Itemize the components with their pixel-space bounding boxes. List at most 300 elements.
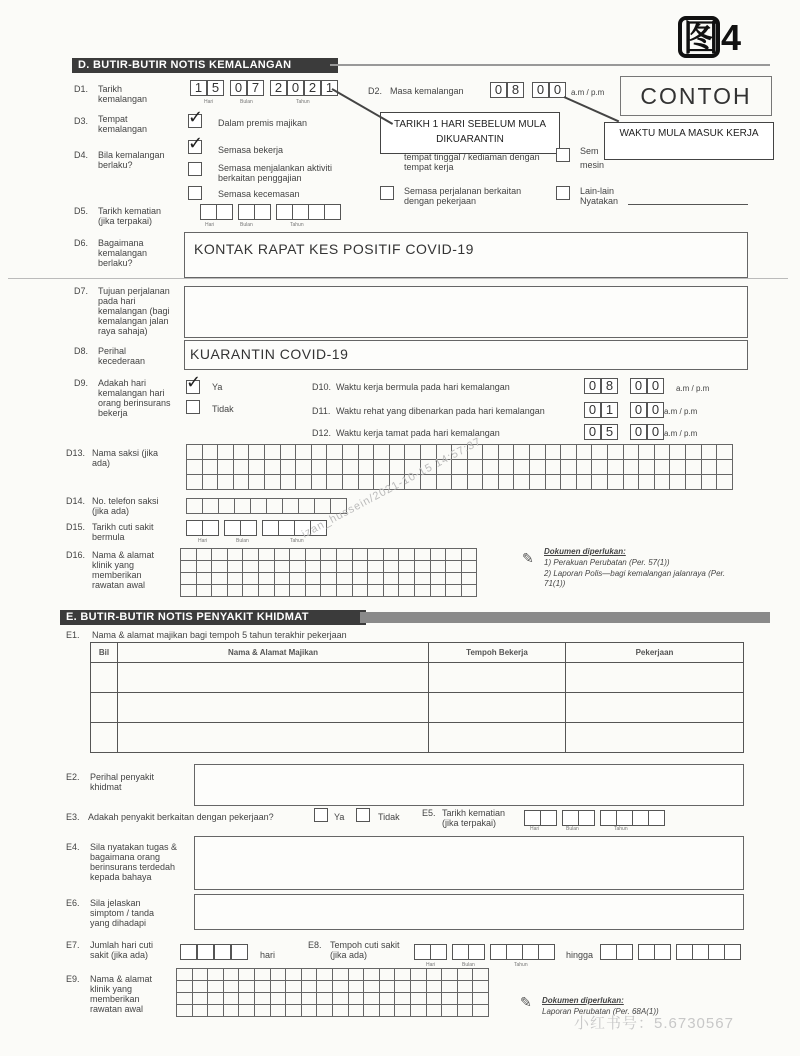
digit-cell[interactable] (524, 810, 541, 826)
grid-cell[interactable] (336, 585, 352, 597)
grid-cell[interactable] (202, 460, 218, 475)
grid-cell[interactable] (283, 499, 299, 514)
grid-cell[interactable] (192, 969, 208, 981)
grid-cell[interactable] (670, 460, 686, 475)
digit-cell[interactable]: 0 (647, 378, 664, 394)
d4-option-2-checkbox[interactable] (188, 162, 202, 176)
grid-cell[interactable] (301, 981, 317, 993)
grid-cell[interactable] (514, 475, 530, 490)
grid-cell[interactable] (321, 561, 337, 573)
grid-cell[interactable] (227, 573, 243, 585)
grid-cell[interactable] (514, 445, 530, 460)
grid-cell[interactable] (202, 445, 218, 460)
grid-cell[interactable] (623, 460, 639, 475)
digit-cell[interactable] (452, 944, 469, 960)
grid-cell[interactable] (358, 475, 374, 490)
grid-cell[interactable] (270, 993, 286, 1005)
grid-cell[interactable] (352, 561, 368, 573)
grid-cell[interactable] (327, 460, 343, 475)
e9-grid[interactable] (176, 968, 489, 1017)
digit-cell[interactable] (278, 520, 295, 536)
grid-cell[interactable] (576, 475, 592, 490)
grid-cell[interactable] (461, 561, 477, 573)
grid-cell[interactable] (321, 573, 337, 585)
d4-other-line[interactable] (628, 204, 748, 205)
grid-cell[interactable] (389, 460, 405, 475)
grid-cell[interactable] (223, 993, 239, 1005)
grid-cell[interactable] (290, 585, 306, 597)
grid-cell[interactable] (379, 981, 395, 993)
grid-cell[interactable] (430, 561, 446, 573)
grid-cell[interactable] (410, 993, 426, 1005)
grid-cell[interactable] (280, 445, 296, 460)
digit-cell[interactable]: 1 (601, 402, 618, 418)
grid-cell[interactable] (348, 969, 364, 981)
grid-cell[interactable] (332, 969, 348, 981)
grid-cell[interactable] (219, 499, 235, 514)
digit-cell[interactable] (186, 520, 203, 536)
digit-cell[interactable] (648, 810, 665, 826)
digit-cell[interactable] (724, 944, 741, 960)
grid-cell[interactable] (442, 969, 458, 981)
grid-cell[interactable] (442, 993, 458, 1005)
grid-cell[interactable] (592, 475, 608, 490)
grid-cell[interactable] (227, 549, 243, 561)
grid-cell[interactable] (473, 981, 489, 993)
grid-cell[interactable] (254, 981, 270, 993)
digit-cell[interactable] (616, 944, 633, 960)
grid-cell[interactable] (623, 445, 639, 460)
digit-cell[interactable] (292, 204, 309, 220)
grid-cell[interactable] (364, 1005, 380, 1017)
grid-cell[interactable] (258, 561, 274, 573)
grid-cell[interactable] (639, 475, 655, 490)
grid-cell[interactable] (399, 585, 415, 597)
e6-field[interactable] (194, 894, 744, 930)
grid-cell[interactable] (301, 1005, 317, 1017)
grid-cell[interactable] (467, 475, 483, 490)
digit-cell[interactable] (414, 944, 431, 960)
grid-cell[interactable] (254, 969, 270, 981)
digit-cell[interactable] (490, 944, 507, 960)
grid-cell[interactable] (498, 475, 514, 490)
grid-cell[interactable] (426, 1005, 442, 1017)
digit-cell[interactable] (231, 944, 248, 960)
grid-cell[interactable] (592, 460, 608, 475)
grid-row[interactable] (187, 499, 347, 514)
grid-cell[interactable] (473, 993, 489, 1005)
grid-row[interactable] (181, 549, 477, 561)
digit-cell[interactable] (692, 944, 709, 960)
digit-cell[interactable]: 0 (630, 378, 647, 394)
e3-yes-checkbox[interactable] (314, 808, 328, 822)
grid-cell[interactable] (243, 573, 259, 585)
grid-cell[interactable] (368, 549, 384, 561)
d4-right-checkbox[interactable] (556, 148, 570, 162)
grid-cell[interactable] (399, 573, 415, 585)
grid-cell[interactable] (296, 445, 312, 460)
grid-cell[interactable] (426, 969, 442, 981)
grid-cell[interactable] (196, 549, 212, 561)
d14-grid[interactable] (186, 498, 347, 514)
grid-cell[interactable] (290, 549, 306, 561)
grid-cell[interactable] (212, 585, 228, 597)
digit-cell[interactable] (262, 520, 279, 536)
digit-cell[interactable]: 0 (630, 424, 647, 440)
grid-cell[interactable] (686, 460, 702, 475)
grid-cell[interactable] (301, 969, 317, 981)
digit-cell[interactable]: 8 (601, 378, 618, 394)
grid-cell[interactable] (332, 993, 348, 1005)
grid-cell[interactable] (187, 499, 203, 514)
grid-cell[interactable] (280, 460, 296, 475)
grid-cell[interactable] (274, 573, 290, 585)
grid-cell[interactable] (410, 1005, 426, 1017)
grid-cell[interactable] (670, 445, 686, 460)
grid-cell[interactable] (545, 445, 561, 460)
grid-cell[interactable] (299, 499, 315, 514)
digit-cell[interactable]: 0 (490, 82, 507, 98)
grid-cell[interactable] (457, 981, 473, 993)
grid-cell[interactable] (399, 549, 415, 561)
grid-cell[interactable] (426, 993, 442, 1005)
e3-no-checkbox[interactable] (356, 808, 370, 822)
grid-cell[interactable] (473, 969, 489, 981)
grid-row[interactable] (177, 981, 489, 993)
grid-cell[interactable] (717, 475, 733, 490)
grid-cell[interactable] (483, 475, 499, 490)
grid-cell[interactable] (410, 981, 426, 993)
grid-cell[interactable] (383, 561, 399, 573)
grid-cell[interactable] (296, 475, 312, 490)
grid-cell[interactable] (264, 445, 280, 460)
digit-cell[interactable] (506, 944, 523, 960)
grid-cell[interactable] (187, 445, 203, 460)
grid-cell[interactable] (342, 460, 358, 475)
grid-cell[interactable] (177, 993, 193, 1005)
grid-cell[interactable] (457, 969, 473, 981)
grid-cell[interactable] (530, 445, 546, 460)
grid-cell[interactable] (267, 499, 283, 514)
digit-cell[interactable] (430, 944, 447, 960)
grid-cell[interactable] (243, 549, 259, 561)
grid-cell[interactable] (317, 981, 333, 993)
digit-cell[interactable] (562, 810, 579, 826)
grid-cell[interactable] (305, 549, 321, 561)
digit-cell[interactable] (578, 810, 595, 826)
grid-cell[interactable] (446, 573, 462, 585)
grid-row[interactable] (187, 460, 733, 475)
grid-cell[interactable] (561, 475, 577, 490)
grid-cell[interactable] (239, 1005, 255, 1017)
grid-cell[interactable] (457, 993, 473, 1005)
grid-cell[interactable] (452, 475, 468, 490)
grid-cell[interactable] (270, 969, 286, 981)
grid-cell[interactable] (374, 460, 390, 475)
grid-cell[interactable] (251, 499, 267, 514)
digit-cell[interactable] (180, 944, 197, 960)
grid-cell[interactable] (430, 549, 446, 561)
grid-cell[interactable] (352, 573, 368, 585)
grid-cell[interactable] (336, 561, 352, 573)
digit-cell[interactable] (238, 204, 255, 220)
grid-cell[interactable] (290, 573, 306, 585)
grid-cell[interactable] (383, 573, 399, 585)
grid-cell[interactable] (208, 969, 224, 981)
digit-cell[interactable] (200, 204, 217, 220)
grid-cell[interactable] (192, 993, 208, 1005)
digit-cell[interactable] (468, 944, 485, 960)
grid-cell[interactable] (530, 475, 546, 490)
grid-cell[interactable] (430, 585, 446, 597)
grid-cell[interactable] (399, 561, 415, 573)
grid-cell[interactable] (395, 981, 411, 993)
digit-cell[interactable] (708, 944, 725, 960)
digit-cell[interactable] (676, 944, 693, 960)
grid-cell[interactable] (410, 969, 426, 981)
digit-cell[interactable] (308, 204, 325, 220)
grid-cell[interactable] (196, 561, 212, 573)
grid-cell[interactable] (223, 1005, 239, 1017)
grid-cell[interactable] (358, 460, 374, 475)
grid-cell[interactable] (258, 573, 274, 585)
grid-cell[interactable] (701, 445, 717, 460)
grid-cell[interactable] (218, 460, 234, 475)
grid-cell[interactable] (383, 549, 399, 561)
grid-cell[interactable] (223, 969, 239, 981)
digit-cell[interactable]: 0 (532, 82, 549, 98)
grid-cell[interactable] (290, 561, 306, 573)
grid-cell[interactable] (446, 561, 462, 573)
table-row[interactable] (91, 723, 744, 753)
grid-cell[interactable] (701, 475, 717, 490)
digit-cell[interactable] (214, 944, 231, 960)
grid-cell[interactable] (364, 993, 380, 1005)
grid-cell[interactable] (264, 475, 280, 490)
d16-grid[interactable] (180, 548, 477, 597)
grid-cell[interactable] (274, 549, 290, 561)
grid-cell[interactable] (336, 549, 352, 561)
table-row[interactable] (91, 663, 744, 693)
grid-cell[interactable] (446, 585, 462, 597)
grid-cell[interactable] (192, 981, 208, 993)
grid-cell[interactable] (379, 1005, 395, 1017)
grid-row[interactable] (181, 573, 477, 585)
grid-cell[interactable] (212, 561, 228, 573)
grid-cell[interactable] (274, 585, 290, 597)
digit-cell[interactable] (224, 520, 241, 536)
grid-cell[interactable] (311, 475, 327, 490)
grid-cell[interactable] (177, 981, 193, 993)
grid-cell[interactable] (317, 969, 333, 981)
grid-cell[interactable] (258, 585, 274, 597)
grid-cell[interactable] (208, 993, 224, 1005)
grid-cell[interactable] (296, 460, 312, 475)
grid-cell[interactable] (202, 475, 218, 490)
grid-cell[interactable] (196, 573, 212, 585)
digit-cell[interactable]: 0 (647, 424, 664, 440)
digit-cell[interactable]: 2 (304, 80, 321, 96)
grid-cell[interactable] (286, 993, 302, 1005)
grid-cell[interactable] (315, 499, 331, 514)
table-row[interactable] (91, 693, 744, 723)
digit-cell[interactable] (276, 204, 293, 220)
grid-cell[interactable] (414, 573, 430, 585)
grid-cell[interactable] (254, 1005, 270, 1017)
grid-cell[interactable] (218, 475, 234, 490)
grid-cell[interactable] (227, 585, 243, 597)
digit-cell[interactable] (216, 204, 233, 220)
grid-cell[interactable] (452, 460, 468, 475)
digit-cell[interactable] (522, 944, 539, 960)
grid-cell[interactable] (270, 981, 286, 993)
grid-cell[interactable] (181, 549, 197, 561)
grid-cell[interactable] (414, 549, 430, 561)
grid-cell[interactable] (280, 475, 296, 490)
grid-cell[interactable] (332, 1005, 348, 1017)
digit-cell[interactable]: 0 (287, 80, 304, 96)
grid-cell[interactable] (274, 561, 290, 573)
grid-cell[interactable] (608, 475, 624, 490)
grid-cell[interactable] (305, 561, 321, 573)
grid-cell[interactable] (576, 445, 592, 460)
grid-cell[interactable] (430, 573, 446, 585)
grid-row[interactable] (181, 561, 477, 573)
digit-cell[interactable]: 1 (190, 80, 207, 96)
grid-cell[interactable] (327, 475, 343, 490)
grid-cell[interactable] (177, 1005, 193, 1017)
grid-cell[interactable] (457, 1005, 473, 1017)
d7-field[interactable] (184, 286, 748, 338)
grid-cell[interactable] (348, 993, 364, 1005)
digit-cell[interactable]: 0 (549, 82, 566, 98)
grid-cell[interactable] (187, 460, 203, 475)
digit-cell[interactable] (632, 810, 649, 826)
grid-cell[interactable] (249, 460, 265, 475)
grid-cell[interactable] (243, 561, 259, 573)
grid-cell[interactable] (473, 1005, 489, 1017)
grid-cell[interactable] (670, 475, 686, 490)
grid-cell[interactable] (342, 445, 358, 460)
digit-cell[interactable] (540, 810, 557, 826)
grid-cell[interactable] (239, 969, 255, 981)
grid-cell[interactable] (426, 981, 442, 993)
grid-cell[interactable] (395, 1005, 411, 1017)
grid-cell[interactable] (461, 585, 477, 597)
grid-cell[interactable] (379, 969, 395, 981)
grid-cell[interactable] (364, 981, 380, 993)
grid-cell[interactable] (467, 460, 483, 475)
grid-cell[interactable] (420, 445, 436, 460)
grid-cell[interactable] (233, 445, 249, 460)
grid-cell[interactable] (498, 460, 514, 475)
digit-cell[interactable]: 0 (584, 424, 601, 440)
digit-cell[interactable]: 7 (247, 80, 264, 96)
e2-field[interactable] (194, 764, 744, 806)
grid-cell[interactable] (442, 981, 458, 993)
grid-cell[interactable] (243, 585, 259, 597)
digit-cell[interactable]: 8 (507, 82, 524, 98)
grid-cell[interactable] (233, 475, 249, 490)
grid-row[interactable] (177, 993, 489, 1005)
grid-cell[interactable] (545, 475, 561, 490)
grid-cell[interactable] (483, 460, 499, 475)
grid-cell[interactable] (654, 445, 670, 460)
digit-cell[interactable]: 0 (230, 80, 247, 96)
grid-cell[interactable] (561, 445, 577, 460)
grid-cell[interactable] (181, 573, 197, 585)
grid-row[interactable] (177, 969, 489, 981)
grid-cell[interactable] (196, 585, 212, 597)
grid-cell[interactable] (254, 993, 270, 1005)
grid-cell[interactable] (561, 460, 577, 475)
grid-cell[interactable] (218, 445, 234, 460)
grid-cell[interactable] (239, 993, 255, 1005)
grid-cell[interactable] (258, 549, 274, 561)
digit-cell[interactable]: 5 (207, 80, 224, 96)
grid-cell[interactable] (348, 981, 364, 993)
grid-cell[interactable] (336, 573, 352, 585)
grid-cell[interactable] (483, 445, 499, 460)
grid-row[interactable] (187, 475, 733, 490)
grid-cell[interactable] (327, 445, 343, 460)
grid-cell[interactable] (654, 460, 670, 475)
digit-cell[interactable]: 0 (584, 402, 601, 418)
grid-cell[interactable] (233, 460, 249, 475)
grid-cell[interactable] (348, 1005, 364, 1017)
e4-field[interactable] (194, 836, 744, 890)
grid-cell[interactable] (286, 1005, 302, 1017)
grid-cell[interactable] (305, 573, 321, 585)
digit-cell[interactable] (638, 944, 655, 960)
grid-cell[interactable] (239, 981, 255, 993)
digit-cell[interactable] (254, 204, 271, 220)
grid-cell[interactable] (286, 969, 302, 981)
grid-cell[interactable] (576, 460, 592, 475)
grid-cell[interactable] (442, 1005, 458, 1017)
grid-cell[interactable] (305, 585, 321, 597)
digit-cell[interactable]: 2 (270, 80, 287, 96)
d9-no-checkbox[interactable] (186, 400, 200, 414)
digit-cell[interactable] (324, 204, 341, 220)
digit-cell[interactable] (197, 944, 214, 960)
grid-cell[interactable] (264, 460, 280, 475)
grid-cell[interactable] (358, 445, 374, 460)
digit-cell[interactable]: 5 (601, 424, 618, 440)
grid-cell[interactable] (639, 460, 655, 475)
digit-cell[interactable] (538, 944, 555, 960)
grid-cell[interactable] (301, 993, 317, 1005)
digit-cell[interactable] (202, 520, 219, 536)
grid-row[interactable] (177, 1005, 489, 1017)
grid-cell[interactable] (623, 475, 639, 490)
grid-cell[interactable] (414, 561, 430, 573)
grid-cell[interactable] (352, 585, 368, 597)
grid-cell[interactable] (514, 460, 530, 475)
digit-cell[interactable]: 0 (647, 402, 664, 418)
grid-cell[interactable] (461, 549, 477, 561)
digit-cell[interactable] (240, 520, 257, 536)
grid-cell[interactable] (208, 981, 224, 993)
grid-cell[interactable] (701, 460, 717, 475)
grid-cell[interactable] (379, 993, 395, 1005)
grid-cell[interactable] (317, 993, 333, 1005)
grid-cell[interactable] (177, 969, 193, 981)
grid-cell[interactable] (181, 561, 197, 573)
digit-cell[interactable] (616, 810, 633, 826)
grid-cell[interactable] (717, 445, 733, 460)
grid-cell[interactable] (383, 585, 399, 597)
